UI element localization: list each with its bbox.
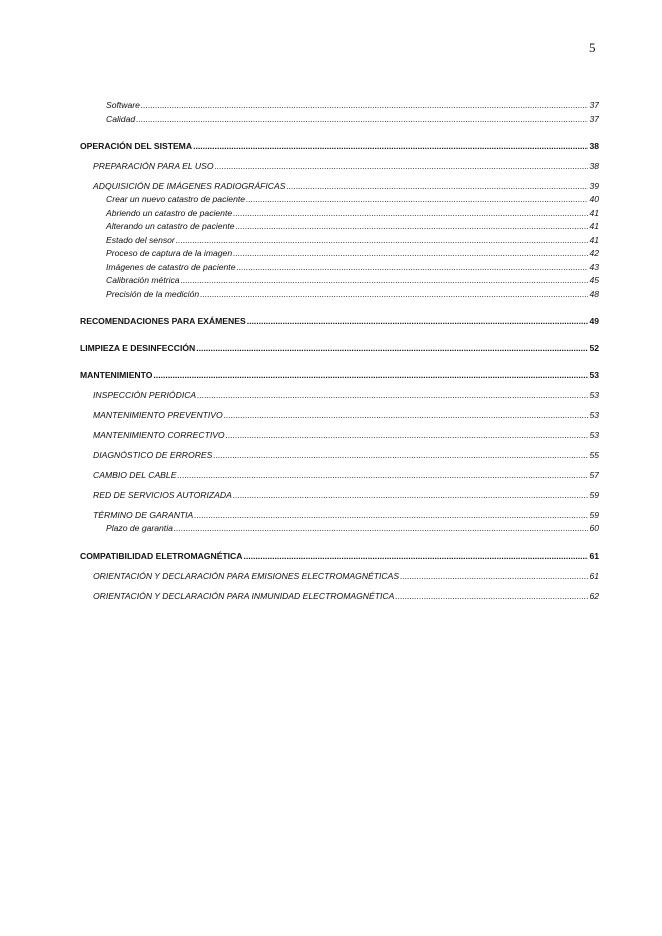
toc-entry-page: 43: [589, 261, 599, 272]
dot-leader: [215, 160, 589, 173]
toc-entry-label: TÉRMINO DE GARANTIA: [93, 510, 194, 520]
toc-entry-page: 52: [589, 343, 599, 353]
dot-leader: [174, 522, 589, 536]
toc-entry-page: 61: [589, 550, 599, 561]
dot-leader: [176, 234, 589, 248]
dot-leader: [243, 550, 588, 563]
toc-entry-page: 57: [589, 470, 599, 480]
toc-entry[interactable]: [80, 369, 599, 382]
dot-leader: [141, 99, 589, 113]
toc-entry-page: 53: [589, 430, 599, 440]
dot-leader: [236, 261, 588, 275]
toc-entry-page: 39: [589, 181, 599, 191]
toc-entry[interactable]: [80, 409, 599, 422]
toc-entry[interactable]: [80, 429, 599, 442]
toc-entry-page: 53: [589, 370, 599, 380]
toc-entry-page: 38: [589, 141, 599, 151]
dot-leader: [226, 429, 589, 442]
toc-entry-label: PREPARACIÓN PARA EL USO: [93, 161, 214, 171]
dot-leader: [233, 207, 588, 221]
toc-entry-label: ORIENTACIÓN Y DECLARACIÓN PARA EMISIONES ELECTROMAGNÉTICAS: [93, 570, 400, 581]
toc-entry-page: 55: [589, 450, 599, 460]
dot-leader: [286, 180, 588, 193]
dot-leader: [177, 469, 588, 482]
dot-leader: [236, 220, 589, 234]
dot-leader: [246, 193, 588, 207]
toc-entry[interactable]: [80, 315, 599, 328]
toc-entry-page: 38: [589, 161, 599, 171]
toc-entry[interactable]: [80, 180, 599, 193]
toc-entry[interactable]: [80, 570, 599, 583]
toc-entry-page: 37: [589, 113, 599, 124]
toc-entry-page: 61: [589, 570, 599, 581]
toc-entry-page: 41: [589, 234, 599, 245]
toc-entry-page: 48: [589, 288, 599, 299]
toc-entry[interactable]: [80, 113, 599, 127]
toc-entry[interactable]: [80, 193, 599, 207]
toc-entry[interactable]: [80, 288, 599, 302]
toc-entry-page: 59: [589, 490, 599, 500]
toc-entry-label: MANTENIMIENTO CORRECTIVO: [93, 430, 225, 440]
toc-entry-page: 41: [589, 207, 599, 218]
toc-entry[interactable]: [80, 261, 599, 275]
toc-entry[interactable]: [80, 274, 599, 288]
toc-entry[interactable]: [80, 140, 599, 153]
toc-entry-page: 53: [589, 390, 599, 400]
toc-entry-label: ADQUISICIÓN DE IMÁGENES RADIOGRÁFICAS: [93, 181, 286, 191]
toc-entry-label: Alterando un catastro de paciente: [106, 221, 235, 231]
dot-leader: [400, 570, 588, 583]
toc-entry-label: Calibración métrica: [106, 275, 180, 285]
dot-leader: [233, 247, 588, 261]
toc-entry[interactable]: [80, 522, 599, 536]
toc-entry-page: 62: [589, 590, 599, 601]
toc-entry-label: Software: [106, 100, 140, 110]
dot-leader: [136, 113, 588, 127]
toc-entry-label: LIMPIEZA E DESINFECCIÓN: [80, 343, 196, 353]
toc-entry-label: Precisión de la medición: [106, 288, 200, 299]
dot-leader: [395, 590, 588, 603]
dot-leader: [247, 315, 589, 328]
dot-leader: [197, 389, 588, 402]
toc-entry-label: MANTENIMIENTO: [80, 370, 153, 380]
toc-entry-label: DIAGNÓSTICO DE ERRORES: [93, 450, 213, 460]
toc-entry[interactable]: [80, 509, 599, 522]
dot-leader: [200, 288, 588, 302]
toc-entry-label: COMPATIBILIDAD ELETROMAGNÉTICA: [80, 550, 243, 561]
toc-entry[interactable]: [80, 550, 599, 563]
toc-entry-label: MANTENIMIENTO PREVENTIVO: [93, 410, 223, 420]
toc-entry-label: Estado del sensor: [106, 234, 175, 245]
table-of-contents: [80, 99, 599, 603]
toc-entry[interactable]: [80, 469, 599, 482]
toc-entry-label: CAMBIO DEL CABLE: [93, 470, 177, 480]
dot-leader: [233, 489, 589, 502]
toc-entry-label: Abriendo un catastro de paciente: [106, 207, 233, 218]
toc-entry-page: 45: [589, 275, 599, 285]
toc-entry[interactable]: [80, 220, 599, 234]
dot-leader: [196, 342, 588, 355]
toc-entry[interactable]: [80, 449, 599, 462]
toc-entry[interactable]: [80, 207, 599, 221]
dot-leader: [194, 509, 588, 522]
toc-entry-page: 59: [589, 510, 599, 520]
toc-entry-label: Crear un nuevo catastro de paciente: [106, 194, 246, 204]
toc-entry[interactable]: [80, 342, 599, 355]
toc-entry-label: RED DE SERVICIOS AUTORIZADA: [93, 490, 232, 500]
toc-entry[interactable]: [80, 389, 599, 402]
toc-entry-page: 41: [589, 221, 599, 231]
toc-entry-page: 53: [589, 410, 599, 420]
dot-leader: [193, 140, 588, 153]
toc-entry[interactable]: [80, 160, 599, 173]
toc-entry[interactable]: [80, 234, 599, 248]
toc-entry[interactable]: [80, 247, 599, 261]
toc-entry-page: 42: [589, 248, 599, 258]
toc-entry[interactable]: [80, 590, 599, 603]
toc-entry[interactable]: [80, 489, 599, 502]
toc-entry-label: RECOMENDACIONES PARA EXÁMENES: [80, 316, 246, 326]
toc-entry-page: 49: [589, 316, 599, 326]
toc-entry-label: Imágenes de catastro de paciente: [106, 261, 236, 272]
toc-entry-label: INSPECCIÓN PERIÓDICA: [93, 390, 197, 400]
dot-leader: [181, 274, 589, 288]
dot-leader: [224, 409, 589, 422]
dot-leader: [153, 369, 588, 382]
toc-entry-label: Calidad: [106, 113, 136, 124]
toc-entry-page: 60: [589, 523, 599, 533]
toc-entry-label: OPERACIÓN DEL SISTEMA: [80, 141, 193, 151]
dot-leader: [213, 449, 588, 462]
page-number: 5: [589, 40, 596, 55]
toc-entry[interactable]: [80, 99, 599, 113]
toc-entry-page: 37: [589, 100, 599, 110]
toc-entry-label: Plazo de garantia: [106, 523, 173, 533]
toc-entry-label: Proceso de captura de la imagen: [106, 248, 233, 258]
toc-entry-page: 40: [589, 194, 599, 204]
toc-entry-label: ORIENTACIÓN Y DECLARACIÓN PARA INMUNIDAD ELECTROMAGNÉTICA: [93, 590, 395, 601]
